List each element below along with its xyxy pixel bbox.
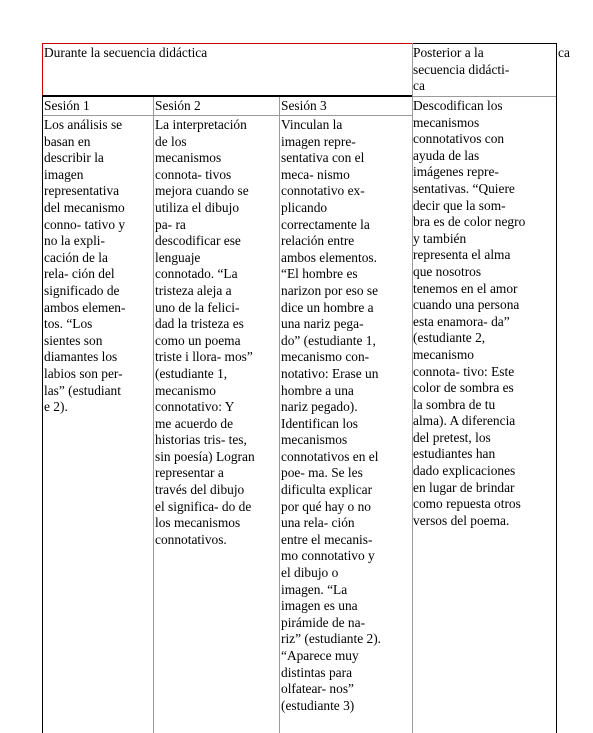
- header-during: Durante la secuencia didáctica: [44, 45, 208, 60]
- session-3-header: Sesión 3: [281, 98, 327, 113]
- header-overflow-text: ca: [558, 45, 570, 60]
- session-1-header: Sesión 1: [44, 98, 90, 113]
- session-row-bottom-border: [42, 115, 412, 116]
- header-bottom-border: [42, 95, 412, 97]
- session-3-cell: Vinculan la imagen repre- sentativa con el meca- nismo connotativo ex- plicando correctamente la relación entre ambos elementos. “El hombre es narizon por eso se dice un hombre a una nariz pega- do” (estudiante 1, mecanismo con- notativo: Erase un hombre a una nariz pegado). Identifican los mecanismos connotativos en el poe- ma. Se les dificulta explicar por qué hay o no una rela- ción entre el mecanis- mo connotativo y el dibujo o imagen. “La imagen es una pirámide de na- riz” (estudiante 2). “Aparece muy distintas para olfatear- nos” (estudiante 3): [281, 117, 382, 713]
- header-top-border: [42, 43, 412, 44]
- session-2-cell: La interpretación de los mecanismos connota- tivos mejora cuando se utiliza el dibujo pa- ra descodificar ese lenguaje connotado. “La tristeza aleja a uno de la felici- dad la tristeza es como un poema triste i llora- mos” (estudiante 1, mecanismo connotativo: Y me acuerdo de historias tris- tes, sin poesía) Logran representar a través del dibujo el significa- do de los mecanismos connotativos.: [155, 117, 255, 547]
- after-cell: Descodifican los mecanismos connotativos con ayuda de las imágenes repre- sentativas. “Quiere decir que la som- bra es de color negro y también representa el alma que nosotros tenemos en el amor cuando una persona esta enamora- da” (estudiante 2, mecanismo connota- tivo: Este color de sombra es la sombra de tu alma). A diferencia del pretest, los estudiantes han dado explicaciones en lugar de brindar como repuesta otros versos del poema.: [413, 98, 526, 528]
- header-after: Posterior a la secuencia didácti- ca: [413, 45, 510, 94]
- session-1-cell: Los análisis se basan en describir la imagen representativa del mecanismo conno- tativo y no la expli- cación de la rela- ción del significado de ambos elemen- tos. “Los sientes son diamantes los labios son per- las” (estudiant e 2).: [44, 117, 126, 415]
- header-bottom-border-right: [412, 96, 557, 97]
- header-top-border-right: [412, 43, 557, 44]
- session-2-header: Sesión 2: [155, 98, 201, 113]
